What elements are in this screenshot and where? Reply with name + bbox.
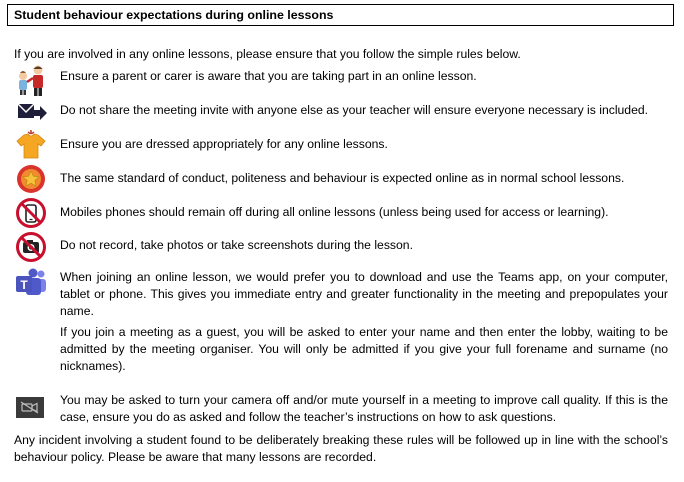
guest-paragraph: If you join a meeting as a guest, you will be asked to enter your name and then enter the lobby, waiting to be admitted by the meeting organiser. You will only be admitted if you give your full forename and surname (no nicknames). [60, 325, 668, 373]
rule-text: When joining an online lesson, we would prefer you to download and use the Teams app, on your computer, tablet or phone. This gives you immediate entry and greater functionality in the meeting and prepopulates your name. [60, 270, 668, 318]
rule-text: You may be asked to turn your camera off and/or mute yourself in a meeting to improve call quality. If this is the case, ensure you do as asked and follow the teacher’s instructions on how to ask questions. [60, 393, 668, 424]
no-mobile-icon [14, 197, 48, 231]
rule-text: The same standard of conduct, politeness and behaviour is expected online as in normal school lessons. [60, 171, 625, 185]
parent-child-icon [14, 64, 48, 98]
camera-off-icon [16, 394, 44, 420]
tshirt-icon [14, 129, 48, 163]
rule-text: Ensure a parent or carer is aware that you are taking part in an online lesson. [60, 69, 477, 83]
no-camera-icon [14, 231, 48, 265]
share-invite-icon [14, 96, 48, 130]
intro-text: If you are involved in any online lessons, please ensure that you follow the simple rules below. [14, 47, 521, 61]
title-box [7, 4, 674, 26]
star-badge-icon [14, 163, 48, 197]
svg-text:T: T [20, 278, 28, 292]
rule-text: Do not record, take photos or take screenshots during the lesson. [60, 238, 413, 252]
rule-text: Do not share the meeting invite with anyone else as your teacher will ensure everyone necessary is included. [60, 103, 649, 117]
page-title: Student behaviour expectations during online lessons [14, 8, 334, 22]
teams-icon [14, 268, 48, 302]
rule-text: Ensure you are dressed appropriately for any online lessons. [60, 137, 388, 151]
rule-text: Mobiles phones should remain off during all online lessons (unless being used for access or learning). [60, 205, 609, 219]
footer-text: Any incident involving a student found to be deliberately breaking these rules will be followed up in line with the school’s behaviour policy. Please be aware that many lessons are recorded. [14, 433, 668, 464]
